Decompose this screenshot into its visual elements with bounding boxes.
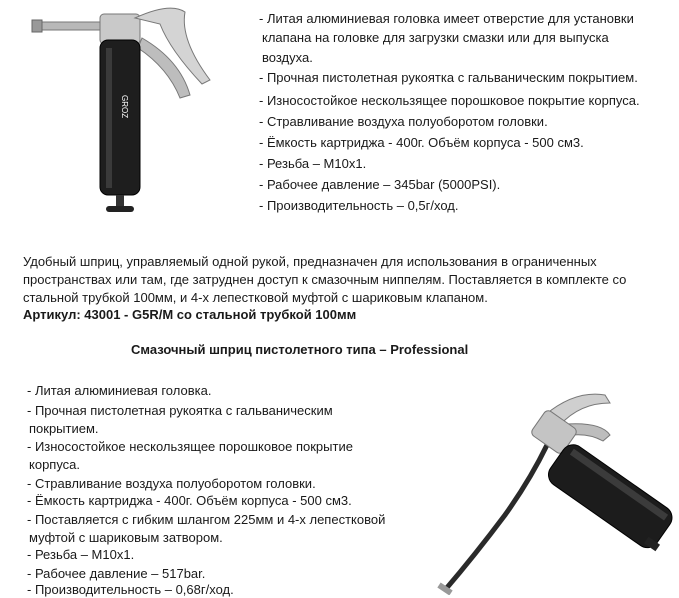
feature-line: - Рабочее давление – 345bar (5000PSI). (259, 177, 501, 192)
feature-line: - Резьба – M10x1. (259, 156, 367, 171)
feature-line: - Резьба – M10x1. (27, 547, 135, 562)
feature-line: - Износостойкое нескользящее порошковое покрытие (27, 439, 353, 454)
article-number: Артикул: 43001 - G5R/M со стальной трубкой 100мм (23, 307, 357, 322)
feature-line: - Прочная пистолетная рукоятка с гальваническим покрытием. (259, 70, 638, 85)
feature-line: покрытием. (29, 421, 99, 436)
description-line: Удобный шприц, управляемый одной рукой, предназначен для использования в ограниченных (23, 254, 597, 269)
feature-line: корпуса. (29, 457, 81, 472)
feature-line: - Износостойкое нескользящее порошковое покрытие корпуса. (259, 93, 640, 108)
feature-line: - Производительность – 0,68г/ход. (27, 582, 234, 597)
feature-line: клапана на головке для загрузки смазки или для выпуска (262, 30, 609, 45)
grease-gun-brand-1: GROZ (120, 95, 129, 119)
feature-line: - Стравливание воздуха полуоборотом головки. (27, 476, 316, 491)
feature-line: муфтой с шариковым затвором. (29, 530, 223, 545)
feature-line: - Поставляется с гибким шлангом 225мм и 4-х лепестковой (27, 512, 386, 527)
feature-line: - Литая алюминиевая головка. (27, 383, 212, 398)
section2-heading: Смазочный шприц пистолетного типа – Professional (131, 342, 469, 357)
feature-line: - Ёмкость картриджа - 400г. Объём корпуса - 500 см3. (27, 493, 352, 508)
grease-gun-image-1 (30, 0, 260, 225)
description-line: стальной трубкой 100мм, и 4-х лепестковой муфтой с шариковым клапаном. (23, 290, 488, 305)
feature-line: - Ёмкость картриджа - 400г. Объём корпуса - 500 см3. (259, 135, 584, 150)
grease-gun-image-2 (435, 385, 675, 595)
feature-line: - Рабочее давление – 517bar. (27, 566, 206, 581)
feature-line: - Прочная пистолетная рукоятка с гальваническим (27, 403, 333, 418)
feature-line: - Производительность – 0,5г/ход. (259, 198, 459, 213)
feature-line: воздуха. (262, 50, 313, 65)
feature-line: - Литая алюминиевая головка имеет отверстие для установки (259, 11, 634, 26)
feature-line: - Стравливание воздуха полуоборотом головки. (259, 114, 548, 129)
description-line: пространствах или там, где затруднен доступ к смазочным ниппелям. Поставляется в комплекте со (23, 272, 627, 287)
